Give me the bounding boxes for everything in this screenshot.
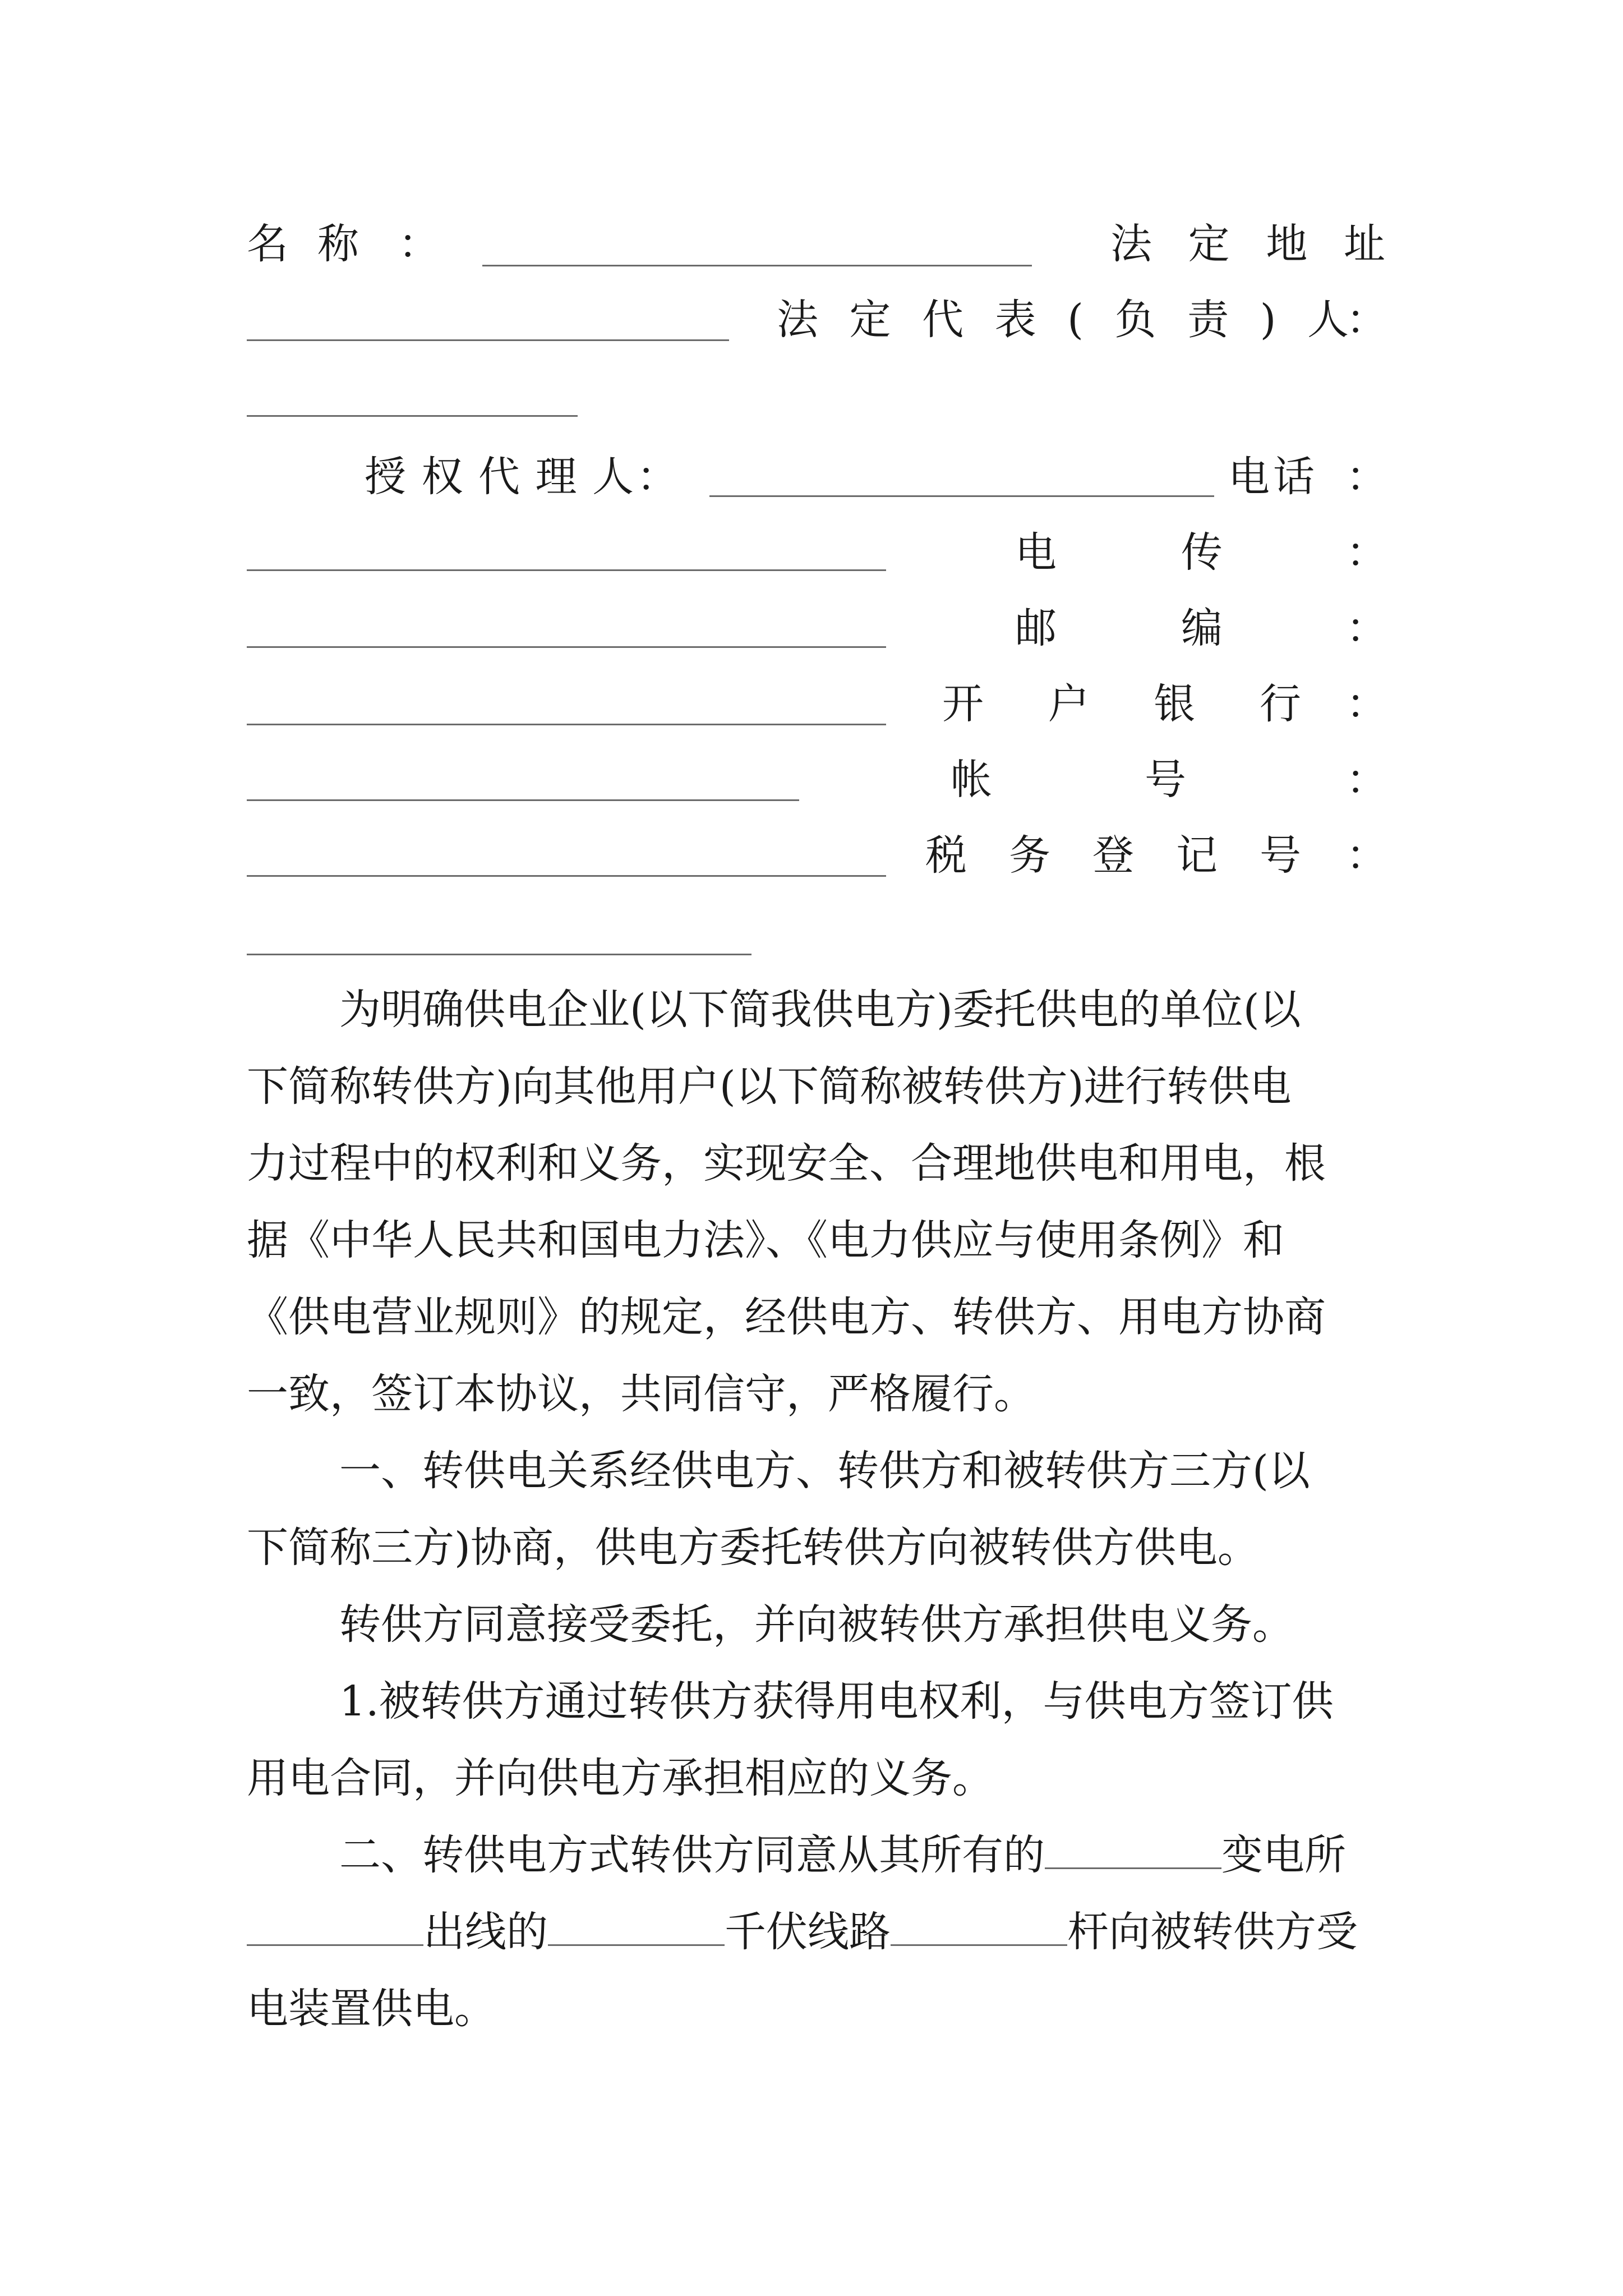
fax-field[interactable]: [247, 646, 886, 648]
p5-text-a: 二、转供电方式转供方同意从其所有的: [339, 1831, 1045, 1879]
postcode-field[interactable]: [247, 724, 886, 725]
p1-line-3: 力过程中的权利和义务，实现安全、合理地供电和用电，根: [247, 1139, 1326, 1188]
tax-colon: ：: [1346, 831, 1387, 880]
p5-line-3: 电装置供电。: [247, 1985, 496, 2033]
legal-address-label: 法 定 地 址: [1110, 220, 1385, 268]
voltage-field[interactable]: [548, 1910, 725, 1946]
p5-line-1: [339, 1827, 1346, 1883]
tax-field[interactable]: [247, 954, 751, 955]
legal-rep-colon: ：: [1346, 296, 1387, 344]
agent-field[interactable]: [709, 495, 1214, 497]
p4-line-1: 1.被转供方通过转供方获得用电权利，与供电方签订供: [339, 1677, 1334, 1726]
account-label: 帐 号: [951, 756, 1186, 804]
p2-line-1: 一、转供电关系经供电方、转供方和被转供方三方(以: [339, 1447, 1310, 1495]
p1-line-6: 一致，签订本协议，共同信守，严格履行。: [247, 1370, 1035, 1418]
tax-label: 税 务 登 记 号: [925, 831, 1301, 880]
phone-colon: ：: [1346, 453, 1387, 501]
name-colon: ：: [398, 220, 440, 268]
p1-line-5: 《供电营业规则》的规定，经供电方、转供方、用电方协商: [247, 1293, 1326, 1341]
legal-address-field[interactable]: [247, 339, 729, 341]
p1-line-4: 据《中华人民共和国电力法》、《电力供应与使用条例》和: [247, 1216, 1284, 1264]
fax-colon: ：: [1346, 528, 1387, 577]
name-field[interactable]: [482, 265, 1032, 266]
p5-text-d: 千伏线路: [725, 1908, 891, 1956]
p1-line-1: 为明确供电企业(以下简我供电方)委托供电的单位(以: [339, 986, 1301, 1034]
phone-label: 电话: [1228, 453, 1318, 501]
fax-label: 电 传: [1015, 528, 1223, 577]
legal-rep-field[interactable]: [247, 415, 578, 417]
p5-text-e: 杆向被转供方受: [1067, 1908, 1358, 1956]
bank-label: 开 户 银 行: [942, 680, 1301, 728]
outgoing-line-field[interactable]: [247, 1910, 423, 1946]
bank-colon: ：: [1346, 680, 1387, 728]
bank-field[interactable]: [247, 799, 799, 801]
pole-field[interactable]: [891, 1910, 1067, 1946]
account-field[interactable]: [247, 875, 886, 877]
p5-text-b: 变电所: [1221, 1831, 1346, 1879]
substation-field[interactable]: [1045, 1833, 1221, 1869]
name-label: 名 称: [247, 220, 359, 268]
agent-colon: ：: [637, 453, 678, 501]
p2-line-2: 下简称三方)协商，供电方委托转供方向被转供方供电。: [247, 1524, 1259, 1572]
p1-line-2: 下简称转供方)向其他用户(以下简称被转供方)进行转供电: [247, 1062, 1292, 1111]
legal-rep-label: 法 定 代 表 ( 负 责 ) 人: [777, 296, 1349, 344]
p4-line-2: 用电合同，并向供电方承担相应的义务。: [247, 1754, 994, 1802]
p3: 转供方同意接受委托，并向被转供方承担供电义务。: [339, 1600, 1294, 1649]
postcode-label: 邮 编: [1015, 604, 1223, 652]
p5-text-c: 出线的: [423, 1908, 548, 1956]
phone-field[interactable]: [247, 569, 886, 571]
p5-line-2: [247, 1904, 1358, 1960]
account-colon: ：: [1346, 756, 1387, 804]
postcode-colon: ：: [1346, 604, 1387, 652]
agent-label: 授 权 代 理 人: [365, 453, 634, 501]
